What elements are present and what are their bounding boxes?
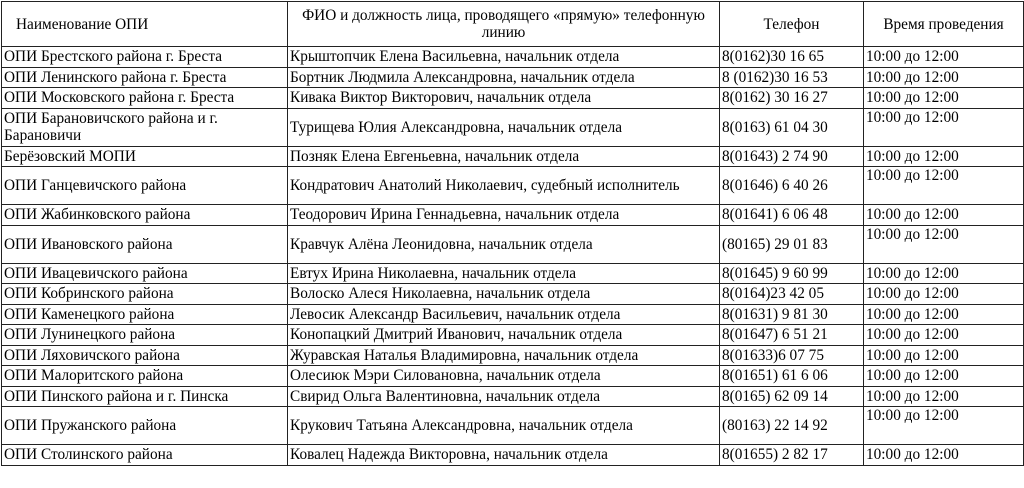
office-name-cell: ОПИ Столинского района	[2, 445, 288, 466]
table-body	[2, 47, 1024, 466]
office-name-cell: ОПИ Каменецкого района	[2, 304, 288, 325]
phone-cell: 8(01643) 2 74 90	[720, 146, 864, 167]
phone-cell: (80165) 29 01 83	[720, 225, 864, 263]
phone-cell: 8(01641) 6 06 48	[720, 205, 864, 226]
time-cell: 10:00 до 12:00	[864, 88, 1024, 109]
office-name-cell: ОПИ Кобринского района	[2, 284, 288, 305]
table-row	[2, 205, 1024, 226]
table-row	[2, 304, 1024, 325]
phone-cell: 8(0162)30 16 65	[720, 47, 864, 68]
phone-cell: 8(01645) 9 60 99	[720, 263, 864, 284]
phone-cell: 8(01647) 6 51 21	[720, 325, 864, 346]
phone-cell: 8(01631) 9 81 30	[720, 304, 864, 325]
phone-cell: 8 (0162)30 16 53	[720, 67, 864, 88]
table-row	[2, 345, 1024, 366]
phone-cell: 8(01646) 6 40 26	[720, 167, 864, 205]
office-name-cell: ОПИ Ивановского района	[2, 225, 288, 263]
phone-cell: (80163) 22 14 92	[720, 407, 864, 445]
table-row	[2, 88, 1024, 109]
person-cell: Теодорович Ирина Геннадьевна, начальник отдела	[288, 205, 720, 226]
person-cell: Бортник Людмила Александровна, начальник отдела	[288, 67, 720, 88]
time-cell: 10:00 до 12:00	[864, 445, 1024, 466]
table-row	[2, 366, 1024, 387]
time-cell: 10:00 до 12:00	[864, 366, 1024, 387]
office-name-cell: ОПИ Брестского района г. Бреста	[2, 47, 288, 68]
phone-cell: 8(0164)23 42 05	[720, 284, 864, 305]
phone-cell: 8(0162) 30 16 27	[720, 88, 864, 109]
time-cell: 10:00 до 12:00	[864, 108, 1024, 146]
phone-cell: 8(01655) 2 82 17	[720, 445, 864, 466]
phone-cell: 8(01651) 61 6 06	[720, 366, 864, 387]
table-row	[2, 284, 1024, 305]
office-name-cell: ОПИ Лунинецкого района	[2, 325, 288, 346]
table-row	[2, 167, 1024, 205]
time-cell: 10:00 до 12:00	[864, 225, 1024, 263]
time-cell: 10:00 до 12:00	[864, 345, 1024, 366]
person-cell: Конопацкий Дмитрий Иванович, начальник отдела	[288, 325, 720, 346]
person-cell: Кивака Виктор Викторович, начальник отдела	[288, 88, 720, 109]
table-row	[2, 325, 1024, 346]
office-name-cell: ОПИ Московского района г. Бреста	[2, 88, 288, 109]
time-cell: 10:00 до 12:00	[864, 167, 1024, 205]
time-cell: 10:00 до 12:00	[864, 205, 1024, 226]
office-name-cell: ОПИ Барановичского района и г. Барановичи	[2, 108, 288, 146]
person-cell: Кондратович Анатолий Николаевич, судебный исполнитель	[288, 167, 720, 205]
person-cell: Волоско Алеся Николаевна, начальник отдела	[288, 284, 720, 305]
person-cell: Свирид Ольга Валентиновна, начальник отдела	[288, 386, 720, 407]
time-cell: 10:00 до 12:00	[864, 284, 1024, 305]
time-cell: 10:00 до 12:00	[864, 263, 1024, 284]
person-cell: Турищева Юлия Александровна, начальник отдела	[288, 108, 720, 146]
person-cell: Левосик Александр Васильевич, начальник отдела	[288, 304, 720, 325]
table-header-row	[2, 2, 1024, 47]
phone-cell: 8(0165) 62 09 14	[720, 386, 864, 407]
phone-cell: 8(01633)6 07 75	[720, 345, 864, 366]
table-row	[2, 47, 1024, 68]
table-row	[2, 108, 1024, 146]
office-name-cell: ОПИ Ляховичского района	[2, 345, 288, 366]
person-cell: Журавская Наталья Владимировна, начальник отдела	[288, 345, 720, 366]
person-cell: Олесиюк Мэри Силовановна, начальник отдела	[288, 366, 720, 387]
time-cell: 10:00 до 12:00	[864, 304, 1024, 325]
person-cell: Кравчук Алёна Леонидовна, начальник отдела	[288, 225, 720, 263]
person-cell: Позняк Елена Евгеньевна, начальник отдела	[288, 146, 720, 167]
header-phone: Телефон	[720, 2, 864, 47]
phone-cell: 8(0163) 61 04 30	[720, 108, 864, 146]
time-cell: 10:00 до 12:00	[864, 386, 1024, 407]
office-name-cell: ОПИ Пинского района и г. Пинска	[2, 386, 288, 407]
header-name: Наименование ОПИ	[2, 2, 288, 47]
time-cell: 10:00 до 12:00	[864, 407, 1024, 445]
table-row	[2, 225, 1024, 263]
time-cell: 10:00 до 12:00	[864, 146, 1024, 167]
header-time: Время проведения	[864, 2, 1024, 47]
person-cell: Ковалец Надежда Викторовна, начальник отдела	[288, 445, 720, 466]
header-person: ФИО и должность лица, проводящего «прямую» телефонную линию	[288, 2, 720, 47]
person-cell: Крыштопчик Елена Васильевна, начальник отдела	[288, 47, 720, 68]
office-name-cell: ОПИ Малоритского района	[2, 366, 288, 387]
office-name-cell: Берёзовский МОПИ	[2, 146, 288, 167]
office-name-cell: ОПИ Пружанского района	[2, 407, 288, 445]
office-name-cell: ОПИ Ленинского района г. Бреста	[2, 67, 288, 88]
office-name-cell: ОПИ Ивацевичского района	[2, 263, 288, 284]
time-cell: 10:00 до 12:00	[864, 47, 1024, 68]
office-name-cell: ОПИ Жабинковского района	[2, 205, 288, 226]
time-cell: 10:00 до 12:00	[864, 67, 1024, 88]
time-cell: 10:00 до 12:00	[864, 325, 1024, 346]
table-row	[2, 445, 1024, 466]
table-row	[2, 386, 1024, 407]
table-row	[2, 407, 1024, 445]
office-name-cell: ОПИ Ганцевичского района	[2, 167, 288, 205]
hotline-schedule-table	[1, 1, 1024, 466]
table-row	[2, 146, 1024, 167]
person-cell: Евтух Ирина Николаевна, начальник отдела	[288, 263, 720, 284]
table-row	[2, 263, 1024, 284]
person-cell: Крукович Татьяна Александровна, начальник отдела	[288, 407, 720, 445]
table-row	[2, 67, 1024, 88]
